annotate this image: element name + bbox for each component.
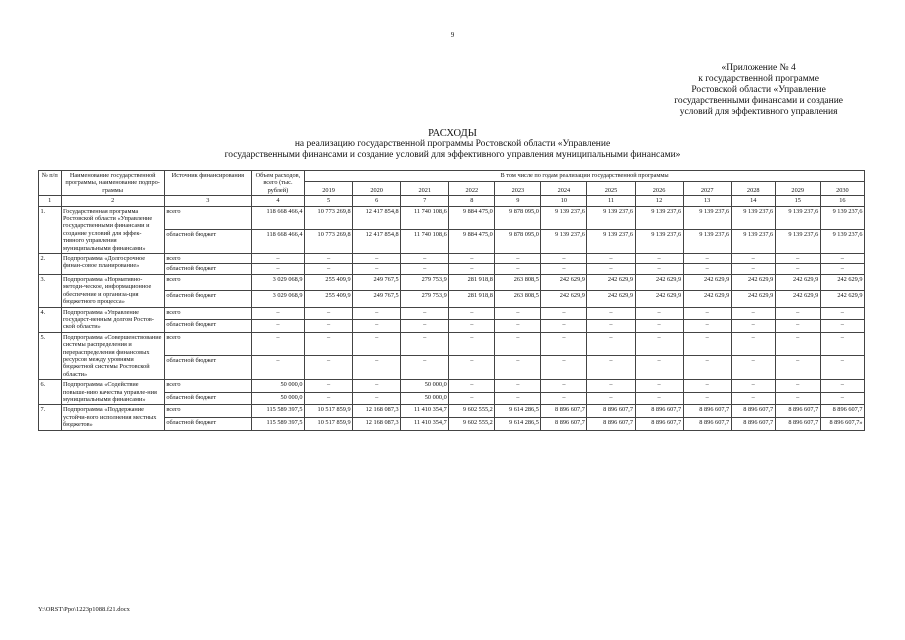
empty-dash-cell: – bbox=[495, 264, 541, 274]
source-regional: областной бюджет bbox=[164, 417, 251, 430]
year-total-cell: – bbox=[683, 380, 731, 393]
program-name: Подпрограмма «Нормативно-методи-ческое, информационное обеспечение и организа-ция бюджетного процесса» bbox=[61, 274, 164, 307]
year-regional-cell: – bbox=[587, 392, 635, 405]
empty-dash-cell: – bbox=[305, 307, 353, 320]
empty-dash-cell: – bbox=[683, 307, 731, 320]
year-regional-cell: – bbox=[353, 392, 401, 405]
year-regional-cell: 242 629,9 bbox=[820, 291, 864, 307]
empty-dash-cell: – bbox=[683, 320, 731, 333]
year-regional-cell: – bbox=[731, 392, 775, 405]
year-total-cell: 8 896 607,7 bbox=[731, 405, 775, 418]
year-total-cell: – bbox=[495, 380, 541, 393]
year-total-cell: 8 896 607,7 bbox=[587, 405, 635, 418]
empty-dash-cell: – bbox=[353, 264, 401, 274]
empty-dash-cell: – bbox=[587, 320, 635, 333]
empty-dash-cell: – bbox=[587, 356, 635, 380]
source-regional: областной бюджет bbox=[164, 291, 251, 307]
year-total-cell: 9 139 237,6 bbox=[683, 206, 731, 230]
expenses-table bbox=[38, 170, 865, 431]
column-number: 10 bbox=[541, 196, 587, 206]
empty-dash-cell: – bbox=[820, 264, 864, 274]
program-name: Подпрограмма «Долгосрочное финан-совое планирование» bbox=[61, 254, 164, 275]
source-regional: областной бюджет bbox=[164, 392, 251, 405]
header-name: Наименование государственной программы, наименование подпро-граммы bbox=[61, 171, 164, 196]
column-number-row bbox=[39, 196, 865, 206]
year-regional-cell: 9 878 095,0 bbox=[495, 230, 541, 254]
year-regional-cell: 50 000,0 bbox=[401, 392, 449, 405]
empty-dash-cell: – bbox=[495, 254, 541, 264]
year-total-cell: 9 878 095,0 bbox=[495, 206, 541, 230]
year-regional-cell: 8 896 607,7 bbox=[775, 417, 820, 430]
empty-dash-cell: – bbox=[587, 264, 635, 274]
table-row bbox=[39, 274, 865, 290]
table-row bbox=[39, 380, 865, 393]
column-number: 13 bbox=[683, 196, 731, 206]
empty-dash-cell: – bbox=[731, 264, 775, 274]
year-total-cell: 8 896 607,7 bbox=[683, 405, 731, 418]
year-total-cell: 9 139 237,6 bbox=[541, 206, 587, 230]
program-name: Подпрограмма «Поддержание устойчи-вого исполнения местных бюджетов» bbox=[61, 405, 164, 430]
volume-total-cell: 3 029 068,9 bbox=[251, 274, 304, 290]
year-regional-cell: 10 773 269,8 bbox=[305, 230, 353, 254]
empty-dash-cell: – bbox=[731, 332, 775, 356]
year-total-cell: 8 896 607,7 bbox=[541, 405, 587, 418]
empty-dash-cell: – bbox=[251, 332, 304, 356]
empty-dash-cell: – bbox=[305, 264, 353, 274]
year-total-cell: 12 168 087,3 bbox=[353, 405, 401, 418]
year-total-cell: 9 139 237,6 bbox=[635, 206, 683, 230]
empty-dash-cell: – bbox=[635, 332, 683, 356]
column-number: 8 bbox=[449, 196, 495, 206]
empty-dash-cell: – bbox=[683, 254, 731, 264]
empty-dash-cell: – bbox=[731, 254, 775, 264]
table-row bbox=[39, 307, 865, 320]
empty-dash-cell: – bbox=[401, 254, 449, 264]
year-regional-cell: 9 139 237,6 bbox=[775, 230, 820, 254]
empty-dash-cell: – bbox=[353, 320, 401, 333]
year-total-cell: 9 139 237,6 bbox=[731, 206, 775, 230]
table-row bbox=[39, 254, 865, 264]
year-regional-cell: – bbox=[775, 392, 820, 405]
header-source: Источник финансирования bbox=[164, 171, 251, 196]
empty-dash-cell: – bbox=[449, 356, 495, 380]
row-number: 5. bbox=[39, 332, 62, 379]
program-name: Подпрограмма «Совершенствование системы распределения и перераспределения финансовых ресурсов между уровнями бюджетной системы Ростовской области» bbox=[61, 332, 164, 379]
empty-dash-cell: – bbox=[775, 264, 820, 274]
row-number: 4. bbox=[39, 307, 62, 332]
empty-dash-cell: – bbox=[353, 332, 401, 356]
year-total-cell: 242 629,9 bbox=[683, 274, 731, 290]
appendix-line: «Приложение № 4 bbox=[721, 63, 796, 73]
empty-dash-cell: – bbox=[587, 332, 635, 356]
year-regional-cell: – bbox=[541, 392, 587, 405]
year-total-cell: – bbox=[305, 380, 353, 393]
empty-dash-cell: – bbox=[731, 307, 775, 320]
page-number: 9 bbox=[450, 31, 455, 39]
year-total-cell: 9 139 237,6 bbox=[775, 206, 820, 230]
empty-dash-cell: – bbox=[587, 254, 635, 264]
empty-dash-cell: – bbox=[541, 307, 587, 320]
year-regional-cell: 8 896 607,7 bbox=[541, 417, 587, 430]
program-name: Подпрограмма «Управление государст-венным долгом Ростов-ской области» bbox=[61, 307, 164, 332]
header-year: 2029 bbox=[775, 181, 820, 196]
row-number: 6. bbox=[39, 380, 62, 405]
empty-dash-cell: – bbox=[353, 356, 401, 380]
year-regional-cell: 11 740 108,6 bbox=[401, 230, 449, 254]
header-num: № п/п bbox=[39, 171, 62, 196]
header-year: 2026 bbox=[635, 181, 683, 196]
empty-dash-cell: – bbox=[449, 307, 495, 320]
year-total-cell: 11 740 108,6 bbox=[401, 206, 449, 230]
volume-regional-cell: 115 589 397,5 bbox=[251, 417, 304, 430]
year-regional-cell: 242 629,9 bbox=[775, 291, 820, 307]
document-title bbox=[0, 128, 905, 161]
year-regional-cell: – bbox=[495, 392, 541, 405]
empty-dash-cell: – bbox=[683, 356, 731, 380]
year-total-cell: 242 629,9 bbox=[587, 274, 635, 290]
year-total-cell: 242 629,9 bbox=[775, 274, 820, 290]
year-total-cell: 9 139 237,6 bbox=[820, 206, 864, 230]
year-total-cell: – bbox=[541, 380, 587, 393]
year-regional-cell: 8 896 607,7 bbox=[635, 417, 683, 430]
year-regional-cell: – bbox=[635, 392, 683, 405]
year-regional-cell: 12 168 087,3 bbox=[353, 417, 401, 430]
header-year: 2023 bbox=[495, 181, 541, 196]
empty-dash-cell: – bbox=[251, 320, 304, 333]
header-year: 2028 bbox=[731, 181, 775, 196]
empty-dash-cell: – bbox=[449, 254, 495, 264]
column-number: 4 bbox=[251, 196, 304, 206]
year-total-cell: 9 884 475,0 bbox=[449, 206, 495, 230]
year-total-cell: 50 000,0 bbox=[401, 380, 449, 393]
empty-dash-cell: – bbox=[820, 332, 864, 356]
column-number: 9 bbox=[495, 196, 541, 206]
empty-dash-cell: – bbox=[449, 320, 495, 333]
empty-dash-cell: – bbox=[820, 320, 864, 333]
empty-dash-cell: – bbox=[541, 320, 587, 333]
year-regional-cell: 9 602 555,2 bbox=[449, 417, 495, 430]
column-number: 12 bbox=[635, 196, 683, 206]
table-row bbox=[39, 332, 865, 356]
year-total-cell: – bbox=[775, 380, 820, 393]
source-total: всего bbox=[164, 274, 251, 290]
year-total-cell: 9 139 237,6 bbox=[587, 206, 635, 230]
empty-dash-cell: – bbox=[353, 307, 401, 320]
year-total-cell: – bbox=[353, 380, 401, 393]
empty-dash-cell: – bbox=[401, 332, 449, 356]
empty-dash-cell: – bbox=[820, 356, 864, 380]
empty-dash-cell: – bbox=[541, 356, 587, 380]
empty-dash-cell: – bbox=[305, 320, 353, 333]
year-regional-cell: 255 409,9 bbox=[305, 291, 353, 307]
year-regional-cell: 12 417 854,8 bbox=[353, 230, 401, 254]
column-number: 11 bbox=[587, 196, 635, 206]
empty-dash-cell: – bbox=[449, 264, 495, 274]
year-regional-cell: 9 614 286,5 bbox=[495, 417, 541, 430]
source-total: всего bbox=[164, 380, 251, 393]
header-year: 2025 bbox=[587, 181, 635, 196]
year-regional-cell: 9 139 237,6 bbox=[820, 230, 864, 254]
year-regional-cell: 9 139 237,6 bbox=[541, 230, 587, 254]
empty-dash-cell: – bbox=[305, 332, 353, 356]
empty-dash-cell: – bbox=[401, 320, 449, 333]
empty-dash-cell: – bbox=[251, 356, 304, 380]
empty-dash-cell: – bbox=[495, 332, 541, 356]
volume-regional-cell: 118 668 466,4 bbox=[251, 230, 304, 254]
empty-dash-cell: – bbox=[775, 254, 820, 264]
year-total-cell: – bbox=[635, 380, 683, 393]
volume-total-cell: 115 589 397,5 bbox=[251, 405, 304, 418]
title-line-1: на реализацию государственной программы Ростовской области «Управление bbox=[294, 139, 611, 149]
year-regional-cell: – bbox=[820, 392, 864, 405]
year-total-cell: – bbox=[449, 380, 495, 393]
year-regional-cell: 242 629,9 bbox=[587, 291, 635, 307]
empty-dash-cell: – bbox=[683, 332, 731, 356]
year-regional-cell: 242 629,9 bbox=[683, 291, 731, 307]
header-volume: Объем расходов, всего (тыс. рублей) bbox=[251, 171, 304, 196]
year-total-cell: 8 896 607,7 bbox=[635, 405, 683, 418]
year-total-cell: – bbox=[587, 380, 635, 393]
empty-dash-cell: – bbox=[635, 264, 683, 274]
year-regional-cell: 8 896 607,7 bbox=[683, 417, 731, 430]
year-total-cell: 242 629,9 bbox=[635, 274, 683, 290]
header-year: 2024 bbox=[541, 181, 587, 196]
year-regional-cell: 242 629,9 bbox=[635, 291, 683, 307]
empty-dash-cell: – bbox=[820, 307, 864, 320]
year-regional-cell: 9 884 475,0 bbox=[449, 230, 495, 254]
empty-dash-cell: – bbox=[541, 254, 587, 264]
year-total-cell: 12 417 854,8 bbox=[353, 206, 401, 230]
row-number: 7. bbox=[39, 405, 62, 430]
year-regional-cell: 10 517 859,9 bbox=[305, 417, 353, 430]
year-regional-cell: – bbox=[305, 392, 353, 405]
empty-dash-cell: – bbox=[587, 307, 635, 320]
year-total-cell: 9 602 555,2 bbox=[449, 405, 495, 418]
year-regional-cell: 9 139 237,6 bbox=[731, 230, 775, 254]
year-total-cell: 11 410 354,7 bbox=[401, 405, 449, 418]
empty-dash-cell: – bbox=[775, 332, 820, 356]
header-year: 2027 bbox=[683, 181, 731, 196]
empty-dash-cell: – bbox=[401, 264, 449, 274]
year-regional-cell: 8 896 607,7 bbox=[587, 417, 635, 430]
source-regional: областной бюджет bbox=[164, 264, 251, 274]
empty-dash-cell: – bbox=[635, 320, 683, 333]
year-total-cell: – bbox=[820, 380, 864, 393]
empty-dash-cell: – bbox=[401, 307, 449, 320]
year-regional-cell: 242 629,9 bbox=[731, 291, 775, 307]
table-body bbox=[39, 206, 865, 430]
empty-dash-cell: – bbox=[449, 332, 495, 356]
year-total-cell: 281 918,8 bbox=[449, 274, 495, 290]
year-regional-cell: 8 896 607,7» bbox=[820, 417, 864, 430]
year-total-cell: 8 896 607,7 bbox=[775, 405, 820, 418]
empty-dash-cell: – bbox=[495, 307, 541, 320]
empty-dash-cell: – bbox=[353, 254, 401, 264]
year-total-cell: 255 409,9 bbox=[305, 274, 353, 290]
year-regional-cell: 9 139 237,6 bbox=[635, 230, 683, 254]
empty-dash-cell: – bbox=[775, 320, 820, 333]
year-total-cell: 263 808,5 bbox=[495, 274, 541, 290]
appendix-line: Ростовской области «Управление bbox=[691, 85, 826, 95]
empty-dash-cell: – bbox=[495, 320, 541, 333]
source-regional: областной бюджет bbox=[164, 356, 251, 380]
year-regional-cell: 249 767,5 bbox=[353, 291, 401, 307]
empty-dash-cell: – bbox=[251, 254, 304, 264]
header-year: 2030 bbox=[820, 181, 864, 196]
volume-regional-cell: 3 029 068,9 bbox=[251, 291, 304, 307]
empty-dash-cell: – bbox=[775, 356, 820, 380]
year-total-cell: 242 629,9 bbox=[731, 274, 775, 290]
source-total: всего bbox=[164, 254, 251, 264]
empty-dash-cell: – bbox=[820, 254, 864, 264]
empty-dash-cell: – bbox=[251, 264, 304, 274]
source-regional: областной бюджет bbox=[164, 230, 251, 254]
empty-dash-cell: – bbox=[635, 254, 683, 264]
year-total-cell: 8 896 607,7 bbox=[820, 405, 864, 418]
year-regional-cell: 9 139 237,6 bbox=[587, 230, 635, 254]
year-regional-cell: – bbox=[683, 392, 731, 405]
title-line-2: государственными финансами и создание условий для эффективного управления муниципальными финансами» bbox=[224, 150, 681, 160]
year-total-cell: – bbox=[731, 380, 775, 393]
source-total: всего bbox=[164, 206, 251, 230]
row-number: 2. bbox=[39, 254, 62, 275]
table-row bbox=[39, 405, 865, 418]
column-number: 6 bbox=[353, 196, 401, 206]
header-year: 2022 bbox=[449, 181, 495, 196]
empty-dash-cell: – bbox=[775, 307, 820, 320]
year-regional-cell: – bbox=[449, 392, 495, 405]
header-year: 2019 bbox=[305, 181, 353, 196]
header-year: 2020 bbox=[353, 181, 401, 196]
empty-dash-cell: – bbox=[541, 264, 587, 274]
source-total: всего bbox=[164, 332, 251, 356]
column-number: 3 bbox=[164, 196, 251, 206]
source-total: всего bbox=[164, 307, 251, 320]
year-total-cell: 279 753,9 bbox=[401, 274, 449, 290]
column-number: 16 bbox=[820, 196, 864, 206]
header-by-years: В том числе по годам реализации государственной программы bbox=[305, 171, 865, 182]
empty-dash-cell: – bbox=[731, 356, 775, 380]
column-number: 15 bbox=[775, 196, 820, 206]
appendix-line: условий для эффективного управления bbox=[679, 107, 838, 117]
appendix-line: государственными финансами и создание bbox=[674, 96, 843, 106]
year-regional-cell: 281 918,8 bbox=[449, 291, 495, 307]
year-total-cell: 249 767,5 bbox=[353, 274, 401, 290]
appendix-line: к государственной программе bbox=[698, 74, 819, 84]
row-number: 1. bbox=[39, 206, 62, 253]
empty-dash-cell: – bbox=[541, 332, 587, 356]
row-number: 3. bbox=[39, 274, 62, 307]
year-total-cell: 242 629,9 bbox=[541, 274, 587, 290]
empty-dash-cell: – bbox=[401, 356, 449, 380]
year-regional-cell: 11 410 354,7 bbox=[401, 417, 449, 430]
title-heading: РАСХОДЫ bbox=[428, 128, 477, 139]
empty-dash-cell: – bbox=[635, 356, 683, 380]
table-row bbox=[39, 206, 865, 230]
volume-total-cell: 50 000,0 bbox=[251, 380, 304, 393]
empty-dash-cell: – bbox=[495, 356, 541, 380]
empty-dash-cell: – bbox=[731, 320, 775, 333]
volume-total-cell: 118 668 466,4 bbox=[251, 206, 304, 230]
year-regional-cell: 242 629,9 bbox=[541, 291, 587, 307]
year-regional-cell: 9 139 237,6 bbox=[683, 230, 731, 254]
year-regional-cell: 279 753,9 bbox=[401, 291, 449, 307]
year-regional-cell: 263 808,5 bbox=[495, 291, 541, 307]
year-regional-cell: 8 896 607,7 bbox=[731, 417, 775, 430]
program-name: Государственная программа Ростовской области «Управление государственными финансами и создание условий для эффек-тивного управления муниципальными финансами» bbox=[61, 206, 164, 253]
column-number: 1 bbox=[39, 196, 62, 206]
year-total-cell: 9 614 286,5 bbox=[495, 405, 541, 418]
source-regional: областной бюджет bbox=[164, 320, 251, 333]
empty-dash-cell: – bbox=[305, 254, 353, 264]
year-total-cell: 10 773 269,8 bbox=[305, 206, 353, 230]
column-number: 7 bbox=[401, 196, 449, 206]
program-name: Подпрограмма «Содействие повыше-нию качества управле-ния муниципальными финансами» bbox=[61, 380, 164, 405]
volume-regional-cell: 50 000,0 bbox=[251, 392, 304, 405]
empty-dash-cell: – bbox=[305, 356, 353, 380]
year-total-cell: 242 629,9 bbox=[820, 274, 864, 290]
appendix-header bbox=[674, 63, 843, 118]
header-row bbox=[39, 171, 865, 182]
empty-dash-cell: – bbox=[683, 264, 731, 274]
column-number: 2 bbox=[61, 196, 164, 206]
year-total-cell: 10 517 859,9 bbox=[305, 405, 353, 418]
empty-dash-cell: – bbox=[635, 307, 683, 320]
column-number: 5 bbox=[305, 196, 353, 206]
empty-dash-cell: – bbox=[251, 307, 304, 320]
header-year: 2021 bbox=[401, 181, 449, 196]
column-number: 14 bbox=[731, 196, 775, 206]
source-total: всего bbox=[164, 405, 251, 418]
file-path-footer: Y:\ORST\Ppo\1223p1088.f21.docx bbox=[38, 606, 130, 613]
